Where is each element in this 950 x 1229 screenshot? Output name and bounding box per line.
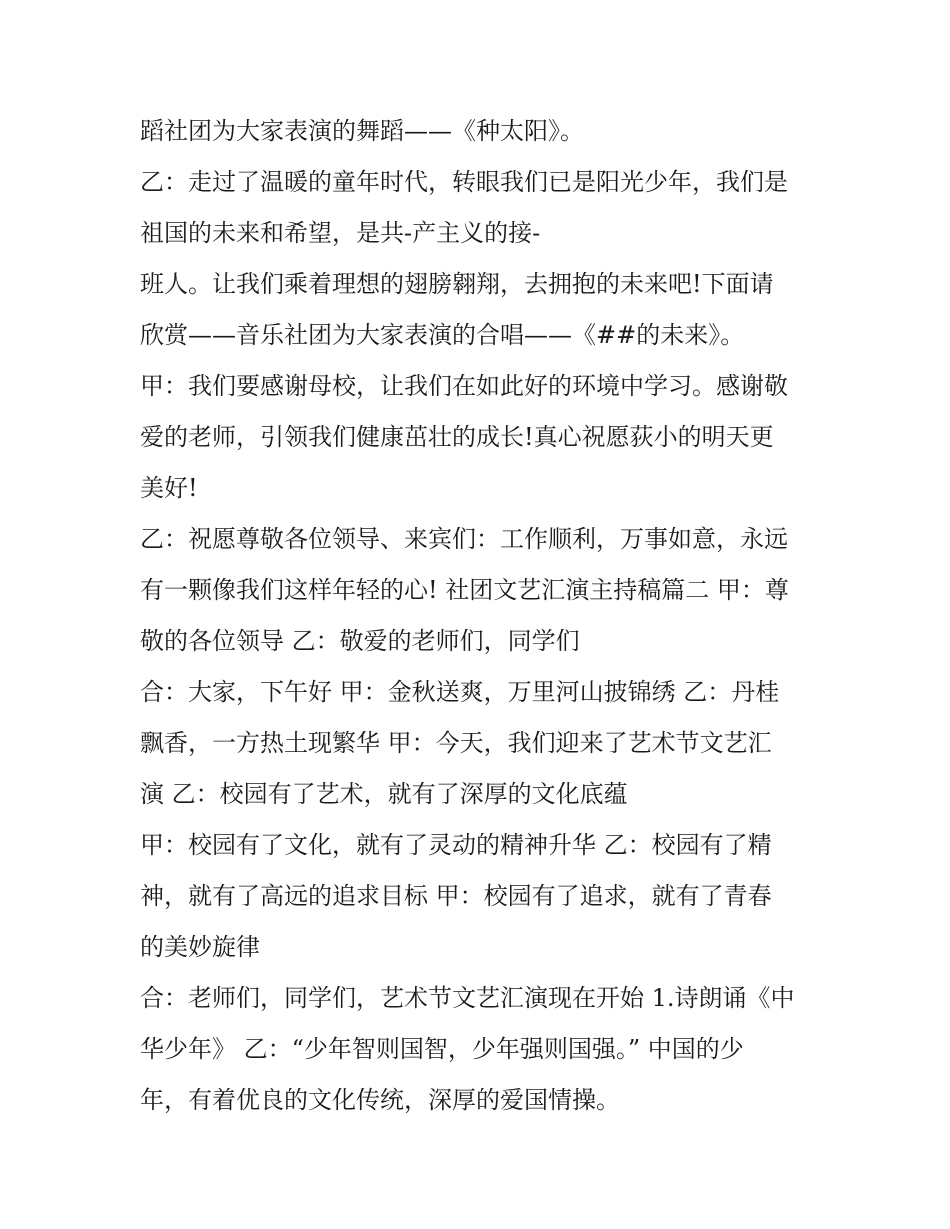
text-line-11: 敬的各位领导 乙：敬爱的老师们，同学们: [140, 627, 580, 655]
text-line-8: 美好!: [140, 474, 198, 502]
text-line-5: 欣赏——音乐社团为大家表演的合唱——《##的未来》。: [140, 321, 745, 349]
text-line-17: 的美妙旋律: [140, 933, 260, 961]
text-line-4: 班人。让我们乘着理想的翅膀翱翔，去拥抱的未来吧!下面请: [140, 270, 774, 298]
text-line-9: 乙：祝愿尊敬各位领导、来宾们：工作顺利，万事如意，永远: [140, 525, 788, 553]
text-line-12: 合：大家，下午好 甲：金秋送爽，万里河山披锦绣 乙：丹桂: [140, 678, 780, 706]
text-line-10: 有一颗像我们这样年轻的心! 社团文艺汇演主持稿篇二 甲：尊: [140, 576, 789, 604]
text-line-3: 祖国的未来和希望，是共-产主义的接-: [140, 219, 541, 247]
text-line-6: 甲：我们要感谢母校，让我们在如此好的环境中学习。感谢敬: [140, 372, 788, 400]
text-line-19: 华少年》 乙：“少年智则国智，少年强则国强。” 中国的少: [140, 1035, 744, 1063]
text-line-18: 合：老师们，同学们，艺术节文艺汇演现在开始 1.诗朗诵《中: [140, 984, 795, 1012]
document-body: [140, 106, 830, 1126]
text-line-15: 甲：校园有了文化，就有了灵动的精神升华 乙：校园有了精: [140, 831, 772, 859]
text-line-14: 演 乙：校园有了艺术，就有了深厚的文化底蕴: [140, 780, 628, 808]
text-line-13: 飘香，一方热土现繁华 甲：今天，我们迎来了艺术节文艺汇: [140, 729, 772, 757]
text-line-1: 蹈社团为大家表演的舞蹈——《种太阳》。: [140, 117, 584, 145]
text-line-20: 年，有着优良的文化传统，深厚的爱国情操。: [140, 1086, 620, 1114]
text-line-2: 乙：走过了温暖的童年时代，转眼我们已是阳光少年，我们是: [140, 168, 788, 196]
text-line-16: 神，就有了高远的追求目标 甲：校园有了追求，就有了青春: [140, 882, 772, 910]
text-line-7: 爱的老师，引领我们健康茁壮的成长!真心祝愿荻小的明天更: [140, 423, 774, 451]
